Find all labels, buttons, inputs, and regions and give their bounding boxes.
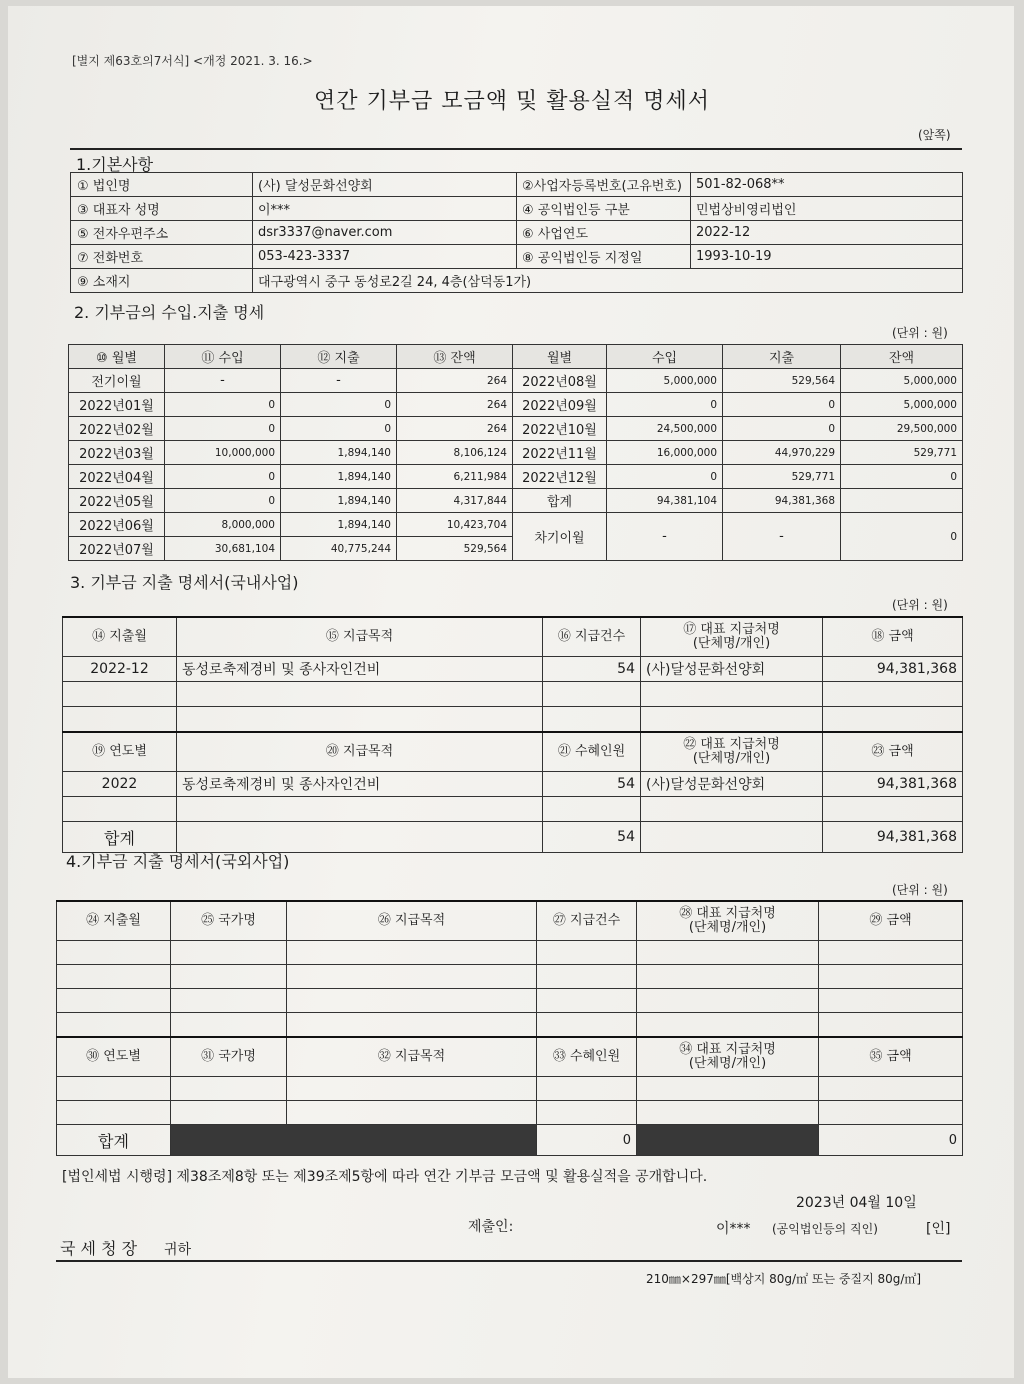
month-cell: 2022년09월 bbox=[513, 393, 607, 417]
col-month: ㉔ 지출월 bbox=[57, 901, 171, 941]
recipient-header: ㉞ 대표 지급처명 bbox=[679, 1042, 776, 1057]
table-row bbox=[57, 1101, 963, 1125]
table-row bbox=[69, 417, 963, 441]
col-month: ⑭ 지출월 bbox=[63, 617, 177, 657]
table-row bbox=[71, 269, 963, 293]
col-count: ㉗ 지급건수 bbox=[537, 901, 637, 941]
table-row bbox=[63, 797, 963, 822]
col-income-2: 수입 bbox=[607, 345, 723, 369]
corp-type-label: ④ 공익법인등 구분 bbox=[517, 197, 691, 221]
unit-label: (단위 : 원) bbox=[892, 598, 948, 612]
recipient-header: ㉘ 대표 지급처명 bbox=[679, 906, 776, 921]
income-cell: 5,000,000 bbox=[607, 369, 723, 393]
designation-date-label: ⑧ 공익법인등 지정일 bbox=[517, 245, 691, 269]
expense-cell: 0 bbox=[281, 393, 397, 417]
total-row bbox=[63, 822, 963, 853]
expense-cell: 1,894,140 bbox=[281, 441, 397, 465]
balance-cell: 529,771 bbox=[841, 441, 963, 465]
carry-income: - bbox=[607, 513, 723, 561]
month-cell: 2022-12 bbox=[63, 657, 177, 682]
shaded-cell bbox=[637, 1125, 819, 1156]
table-row bbox=[71, 197, 963, 221]
balance-cell: 6,211,984 bbox=[397, 465, 513, 489]
carry-balance: 0 bbox=[841, 513, 963, 561]
col-purpose: ⑳ 지급목적 bbox=[177, 732, 543, 772]
submission-date: 2023년 04월 10일 bbox=[796, 1195, 917, 1211]
col-recipient bbox=[637, 1037, 819, 1077]
expense-cell: 44,970,229 bbox=[723, 441, 841, 465]
section-income-heading: 2. 기부금의 수입.지출 명세 bbox=[74, 303, 265, 322]
col-beneficiaries: ㉝ 수혜인원 bbox=[537, 1037, 637, 1077]
table-row bbox=[69, 489, 963, 513]
month-cell: 2022년07월 bbox=[69, 537, 165, 561]
table-header-row bbox=[63, 617, 963, 657]
table-header-row bbox=[69, 345, 963, 369]
recipient-subheader: (단체명/개인) bbox=[688, 920, 767, 935]
table-row bbox=[69, 513, 963, 537]
balance-cell: 4,317,844 bbox=[397, 489, 513, 513]
rep-value: 이*** bbox=[253, 197, 517, 221]
rep-label: ③ 대표자 성명 bbox=[71, 197, 253, 221]
expense-cell: 40,775,244 bbox=[281, 537, 397, 561]
submitter-name: 이*** bbox=[716, 1221, 751, 1237]
document-title: 연간 기부금 모금액 및 활용실적 명세서 bbox=[314, 89, 710, 114]
corp-type-value: 민법상비영리법인 bbox=[691, 197, 963, 221]
address-value: 대구광역시 중구 동성로2길 24, 4층(삼덕동1가) bbox=[253, 269, 963, 293]
table-row bbox=[57, 989, 963, 1013]
section-domestic-heading: 3. 기부금 지출 명세서(국내사업) bbox=[70, 573, 299, 592]
front-side-label: (앞쪽) bbox=[918, 128, 951, 142]
col-recipient bbox=[641, 617, 823, 657]
month-cell: 2022년01월 bbox=[69, 393, 165, 417]
income-cell: - bbox=[165, 369, 281, 393]
total-count: 54 bbox=[543, 822, 641, 853]
fiscal-year-value: 2022-12 bbox=[691, 221, 963, 245]
expense-cell: 529,564 bbox=[723, 369, 841, 393]
table-row bbox=[63, 772, 963, 797]
shaded-cell bbox=[171, 1125, 537, 1156]
total-label: 합계 bbox=[513, 489, 607, 513]
month-cell: 2022년08월 bbox=[513, 369, 607, 393]
table-row bbox=[69, 369, 963, 393]
foreign-table bbox=[56, 900, 963, 1156]
table-row bbox=[57, 1077, 963, 1101]
balance-cell: 529,564 bbox=[397, 537, 513, 561]
submitter-label: 제출인: bbox=[468, 1219, 514, 1235]
submitter-role: (공익법인등의 직인) bbox=[772, 1222, 878, 1236]
balance-cell: 29,500,000 bbox=[841, 417, 963, 441]
total-expense: 94,381,368 bbox=[723, 489, 841, 513]
table-row bbox=[57, 1013, 963, 1038]
count-cell: 54 bbox=[543, 657, 641, 682]
paper-spec: 210㎜×297㎜[백상지 80g/㎡ 또는 중질지 80g/㎡] bbox=[646, 1272, 922, 1286]
balance-cell: 264 bbox=[397, 369, 513, 393]
col-purpose: ⑮ 지급목적 bbox=[177, 617, 543, 657]
amount-cell: 94,381,368 bbox=[823, 657, 963, 682]
table-row bbox=[69, 441, 963, 465]
purpose-cell: 동성로축제경비 및 종사자인건비 bbox=[177, 657, 543, 682]
month-cell: 2022년12월 bbox=[513, 465, 607, 489]
col-country: ㉛ 국가명 bbox=[171, 1037, 287, 1077]
col-amount: ㉙ 금액 bbox=[819, 901, 963, 941]
email-value: dsr3337@naver.com bbox=[253, 221, 517, 245]
month-cell: 2022년04월 bbox=[69, 465, 165, 489]
col-recipient bbox=[637, 901, 819, 941]
table-row bbox=[63, 657, 963, 682]
total-count: 0 bbox=[537, 1125, 637, 1156]
month-cell: 2022년02월 bbox=[69, 417, 165, 441]
total-income: 94,381,104 bbox=[607, 489, 723, 513]
carry-expense: - bbox=[723, 513, 841, 561]
phone-value: 053-423-3337 bbox=[253, 245, 517, 269]
income-cell: 24,500,000 bbox=[607, 417, 723, 441]
expense-cell: 0 bbox=[281, 417, 397, 441]
month-cell: 전기이월 bbox=[69, 369, 165, 393]
table-row bbox=[63, 682, 963, 707]
recipient-subheader: (단체명/개인) bbox=[688, 1056, 767, 1071]
expense-cell: 0 bbox=[723, 393, 841, 417]
balance-cell: 5,000,000 bbox=[841, 393, 963, 417]
month-cell: 2022년10월 bbox=[513, 417, 607, 441]
table-header-row bbox=[63, 732, 963, 772]
section-basic-heading: 1.기본사항 bbox=[76, 155, 154, 174]
income-cell: 0 bbox=[607, 393, 723, 417]
recipient-header: ⑰ 대표 지급처명 bbox=[683, 622, 780, 637]
unit-label: (단위 : 원) bbox=[892, 326, 948, 340]
amount-cell: 94,381,368 bbox=[823, 772, 963, 797]
col-expense-2: 지출 bbox=[723, 345, 841, 369]
income-cell: 10,000,000 bbox=[165, 441, 281, 465]
col-amount: ㉟ 금액 bbox=[819, 1037, 963, 1077]
col-country: ㉕ 국가명 bbox=[171, 901, 287, 941]
recipient-suffix: 귀하 bbox=[164, 1242, 192, 1258]
col-balance-2: 잔액 bbox=[841, 345, 963, 369]
recipient-header: ㉒ 대표 지급처명 bbox=[683, 737, 780, 752]
biz-no-label: ②사업자등록번호(고유번호) bbox=[517, 173, 691, 197]
expense-cell: 0 bbox=[723, 417, 841, 441]
col-amount: ⑱ 금액 bbox=[823, 617, 963, 657]
balance-cell: 264 bbox=[397, 417, 513, 441]
col-year: ㉚ 연도별 bbox=[57, 1037, 171, 1077]
total-amount: 0 bbox=[819, 1125, 963, 1156]
recipient-cell: (사)달성문화선양회 bbox=[641, 657, 823, 682]
email-label: ⑤ 전자우편주소 bbox=[71, 221, 253, 245]
seal-label: [인] bbox=[926, 1221, 951, 1237]
income-cell: 0 bbox=[165, 417, 281, 441]
table-row bbox=[69, 393, 963, 417]
section-foreign-heading: 4.기부금 지출 명세서(국외사업) bbox=[66, 852, 290, 871]
recipient-cell: (사)달성문화선양회 bbox=[641, 772, 823, 797]
income-cell: 30,681,104 bbox=[165, 537, 281, 561]
expense-cell: 1,894,140 bbox=[281, 513, 397, 537]
expense-cell: - bbox=[281, 369, 397, 393]
address-label: ⑨ 소재지 bbox=[71, 269, 253, 293]
total-label: 합계 bbox=[63, 822, 177, 853]
carry-forward-label: 차기이월 bbox=[513, 513, 607, 561]
table-row bbox=[71, 221, 963, 245]
corp-name-value: (사) 달성문화선양회 bbox=[253, 173, 517, 197]
balance-cell: 8,106,124 bbox=[397, 441, 513, 465]
income-cell: 0 bbox=[165, 465, 281, 489]
col-expense: ⑫ 지출 bbox=[281, 345, 397, 369]
phone-label: ⑦ 전화번호 bbox=[71, 245, 253, 269]
table-header-row bbox=[57, 901, 963, 941]
total-row bbox=[57, 1125, 963, 1156]
domestic-table bbox=[62, 616, 963, 853]
col-purpose: ㉖ 지급목적 bbox=[287, 901, 537, 941]
unit-label: (단위 : 원) bbox=[892, 883, 948, 897]
year-cell: 2022 bbox=[63, 772, 177, 797]
table-row bbox=[69, 465, 963, 489]
balance-cell: 10,423,704 bbox=[397, 513, 513, 537]
col-year: ⑲ 연도별 bbox=[63, 732, 177, 772]
balance-cell: 5,000,000 bbox=[841, 369, 963, 393]
expense-cell: 529,771 bbox=[723, 465, 841, 489]
form-number: [별지 제63호의7서식] <개정 2021. 3. 16.> bbox=[72, 54, 313, 68]
basic-info-table bbox=[70, 172, 963, 293]
month-cell: 2022년11월 bbox=[513, 441, 607, 465]
table-row bbox=[57, 941, 963, 965]
recipient-subheader: (단체명/개인) bbox=[692, 636, 771, 651]
col-month-2: 월별 bbox=[513, 345, 607, 369]
table-row bbox=[71, 245, 963, 269]
col-month: ⑩ 월별 bbox=[69, 345, 165, 369]
corp-name-label: ① 법인명 bbox=[71, 173, 253, 197]
designation-date-value: 1993-10-19 bbox=[691, 245, 963, 269]
col-count: ⑯ 지급건수 bbox=[543, 617, 641, 657]
income-expense-table bbox=[68, 344, 963, 561]
expense-cell: 1,894,140 bbox=[281, 489, 397, 513]
income-cell: 16,000,000 bbox=[607, 441, 723, 465]
month-cell: 2022년05월 bbox=[69, 489, 165, 513]
total-amount: 94,381,368 bbox=[823, 822, 963, 853]
recipient: 국 세 청 장 bbox=[60, 1239, 138, 1258]
total-balance bbox=[841, 489, 963, 513]
purpose-cell: 동성로축제경비 및 종사자인건비 bbox=[177, 772, 543, 797]
income-cell: 0 bbox=[165, 393, 281, 417]
month-cell: 2022년06월 bbox=[69, 513, 165, 537]
col-recipient bbox=[641, 732, 823, 772]
legal-statement: [법인세법 시행령] 제38조제8항 또는 제39조제5항에 따라 연간 기부금 모금액 및 활용실적을 공개합니다. bbox=[62, 1169, 708, 1185]
col-balance: ⑬ 잔액 bbox=[397, 345, 513, 369]
expense-cell: 1,894,140 bbox=[281, 465, 397, 489]
income-cell: 0 bbox=[607, 465, 723, 489]
col-beneficiaries: ㉑ 수혜인원 bbox=[543, 732, 641, 772]
table-header-row bbox=[57, 1037, 963, 1077]
total-label: 합계 bbox=[57, 1125, 171, 1156]
income-cell: 8,000,000 bbox=[165, 513, 281, 537]
table-row bbox=[57, 965, 963, 989]
month-cell: 2022년03월 bbox=[69, 441, 165, 465]
income-cell: 0 bbox=[165, 489, 281, 513]
table-row bbox=[63, 707, 963, 733]
balance-cell: 0 bbox=[841, 465, 963, 489]
fiscal-year-label: ⑥ 사업연도 bbox=[517, 221, 691, 245]
col-purpose: ㉜ 지급목적 bbox=[287, 1037, 537, 1077]
balance-cell: 264 bbox=[397, 393, 513, 417]
col-amount: ㉓ 금액 bbox=[823, 732, 963, 772]
biz-no-value: 501-82-068** bbox=[691, 173, 963, 197]
table-row bbox=[71, 173, 963, 197]
col-income: ⑪ 수입 bbox=[165, 345, 281, 369]
recipient-subheader: (단체명/개인) bbox=[692, 751, 771, 766]
beneficiaries-cell: 54 bbox=[543, 772, 641, 797]
